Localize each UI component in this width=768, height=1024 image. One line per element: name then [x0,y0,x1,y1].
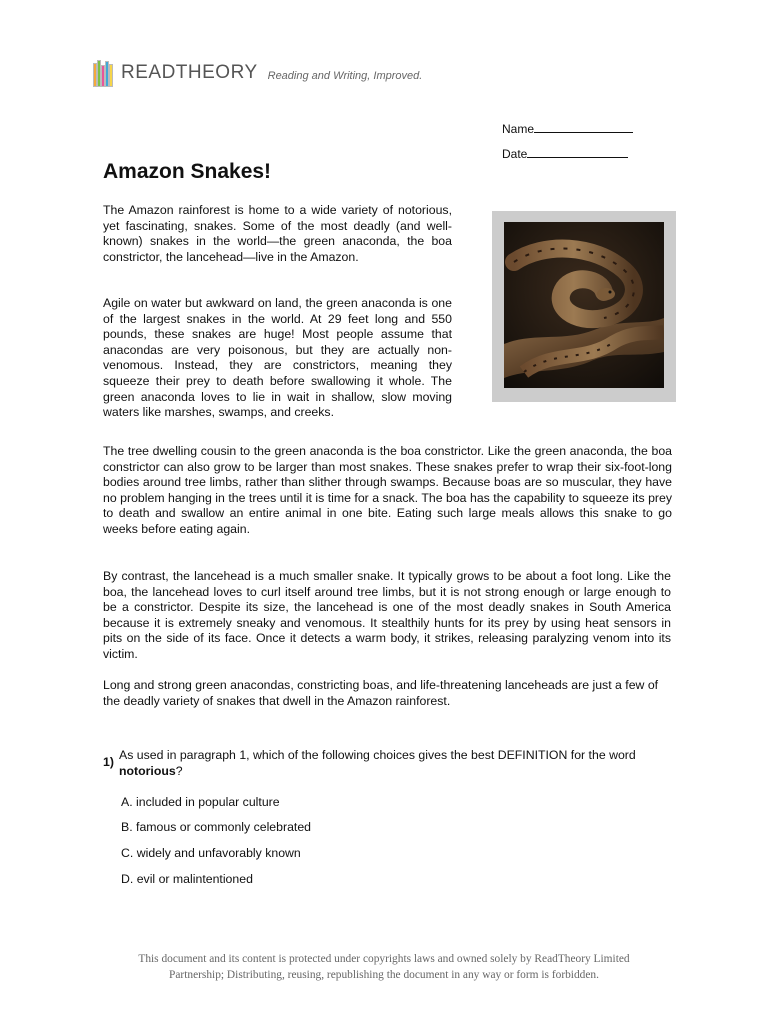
question-number: 1) [103,755,114,769]
answer-option-c[interactable]: C. widely and unfavorably known [121,846,301,860]
date-blank-line [527,146,628,158]
footer-line-2: Partnership; Distributing, reusing, republishing the document in any way or form is forbidden. [169,969,599,981]
readtheory-logo [93,58,422,88]
answer-option-b[interactable]: B. famous or commonly celebrated [121,820,312,834]
article-paragraph-2: Agile on water but awkward on land, the green anaconda is one of the largest snakes in the world. At 29 feet long and 550 pounds, these snakes are huge! Most people assume that anacondas are very poisonous, but they are actually non-venomous. Instead, they are constrictors, meaning they squeeze their prey to death before swallowing it whole. The green anaconda loves to lie in wait in shallow, slow moving waters like marshes, swamps, and creeks. [103,296,452,420]
article-title: Amazon Snakes! [103,160,272,183]
brand-name: READTHEORY [121,62,258,83]
question-text-after: ? [175,763,183,778]
question-text-before: As used in paragraph 1, which of the following choices gives the best DEFINITION for the word [119,748,636,762]
footer-line-1: This document and its content is protected under copyrights laws and owned solely by ReadTheory Limited [138,953,630,965]
snake-photo [504,222,664,388]
name-blank-line [534,121,633,133]
article-paragraph-5: Long and strong green anacondas, constricting boas, and life-threatening lanceheads are just a few of the deadly variety of snakes that dwell in the Amazon rainforest. [103,678,659,708]
article-paragraph-3: The tree dwelling cousin to the green anaconda is the boa constrictor. Like the green anaconda, the boa constrictor can also grow to be larger than most snakes. These snakes prefer to wrap their six-foot-long bodies around tree limbs, rather than slither through swamps. Because boas are so muscular, they have no problem hanging in the trees until it is time for a snack. The boa has the capability to squeeze its prey to death and swallow an entire animal in one bite. Eating such large meals allows this snake to go weeks before eating again. [103,444,672,536]
date-field [502,146,628,161]
brand-tagline: Reading and Writing, Improved. [267,70,423,82]
name-label: Name [502,122,535,136]
answer-option-a[interactable]: A. included in popular culture [121,795,280,809]
answer-option-d[interactable]: D. evil or malintentioned [121,872,253,886]
article-paragraph-4: By contrast, the lancehead is a much smaller snake. It typically grows to be about a foot long. Like the boa, the lancehead loves to curl itself around tree limbs, but it is not strong enough or large enough to be a constrictor. Despite its size, the lancehead is one of the most deadly snakes in South America because it is extremely sneaky and venomous. It stealthily hunts for its prey by using heat sensors in pits on the side of its face. Once it detects a warm body, it strikes, releasing paralyzing venom into its victim. [103,569,671,661]
book-spines-icon [93,60,115,87]
question-keyword: notorious [119,763,176,778]
article-paragraph-1: The Amazon rainforest is home to a wide variety of notorious, yet fascinating, snakes. Some of the most deadly (and well-known) snakes in the world—the green anaconda, the boa constrictor, the lancehead—live in the Amazon. [103,203,452,264]
date-label: Date [502,147,528,161]
question-text [119,748,679,779]
copyright-footer [84,951,684,983]
name-field [502,121,633,136]
